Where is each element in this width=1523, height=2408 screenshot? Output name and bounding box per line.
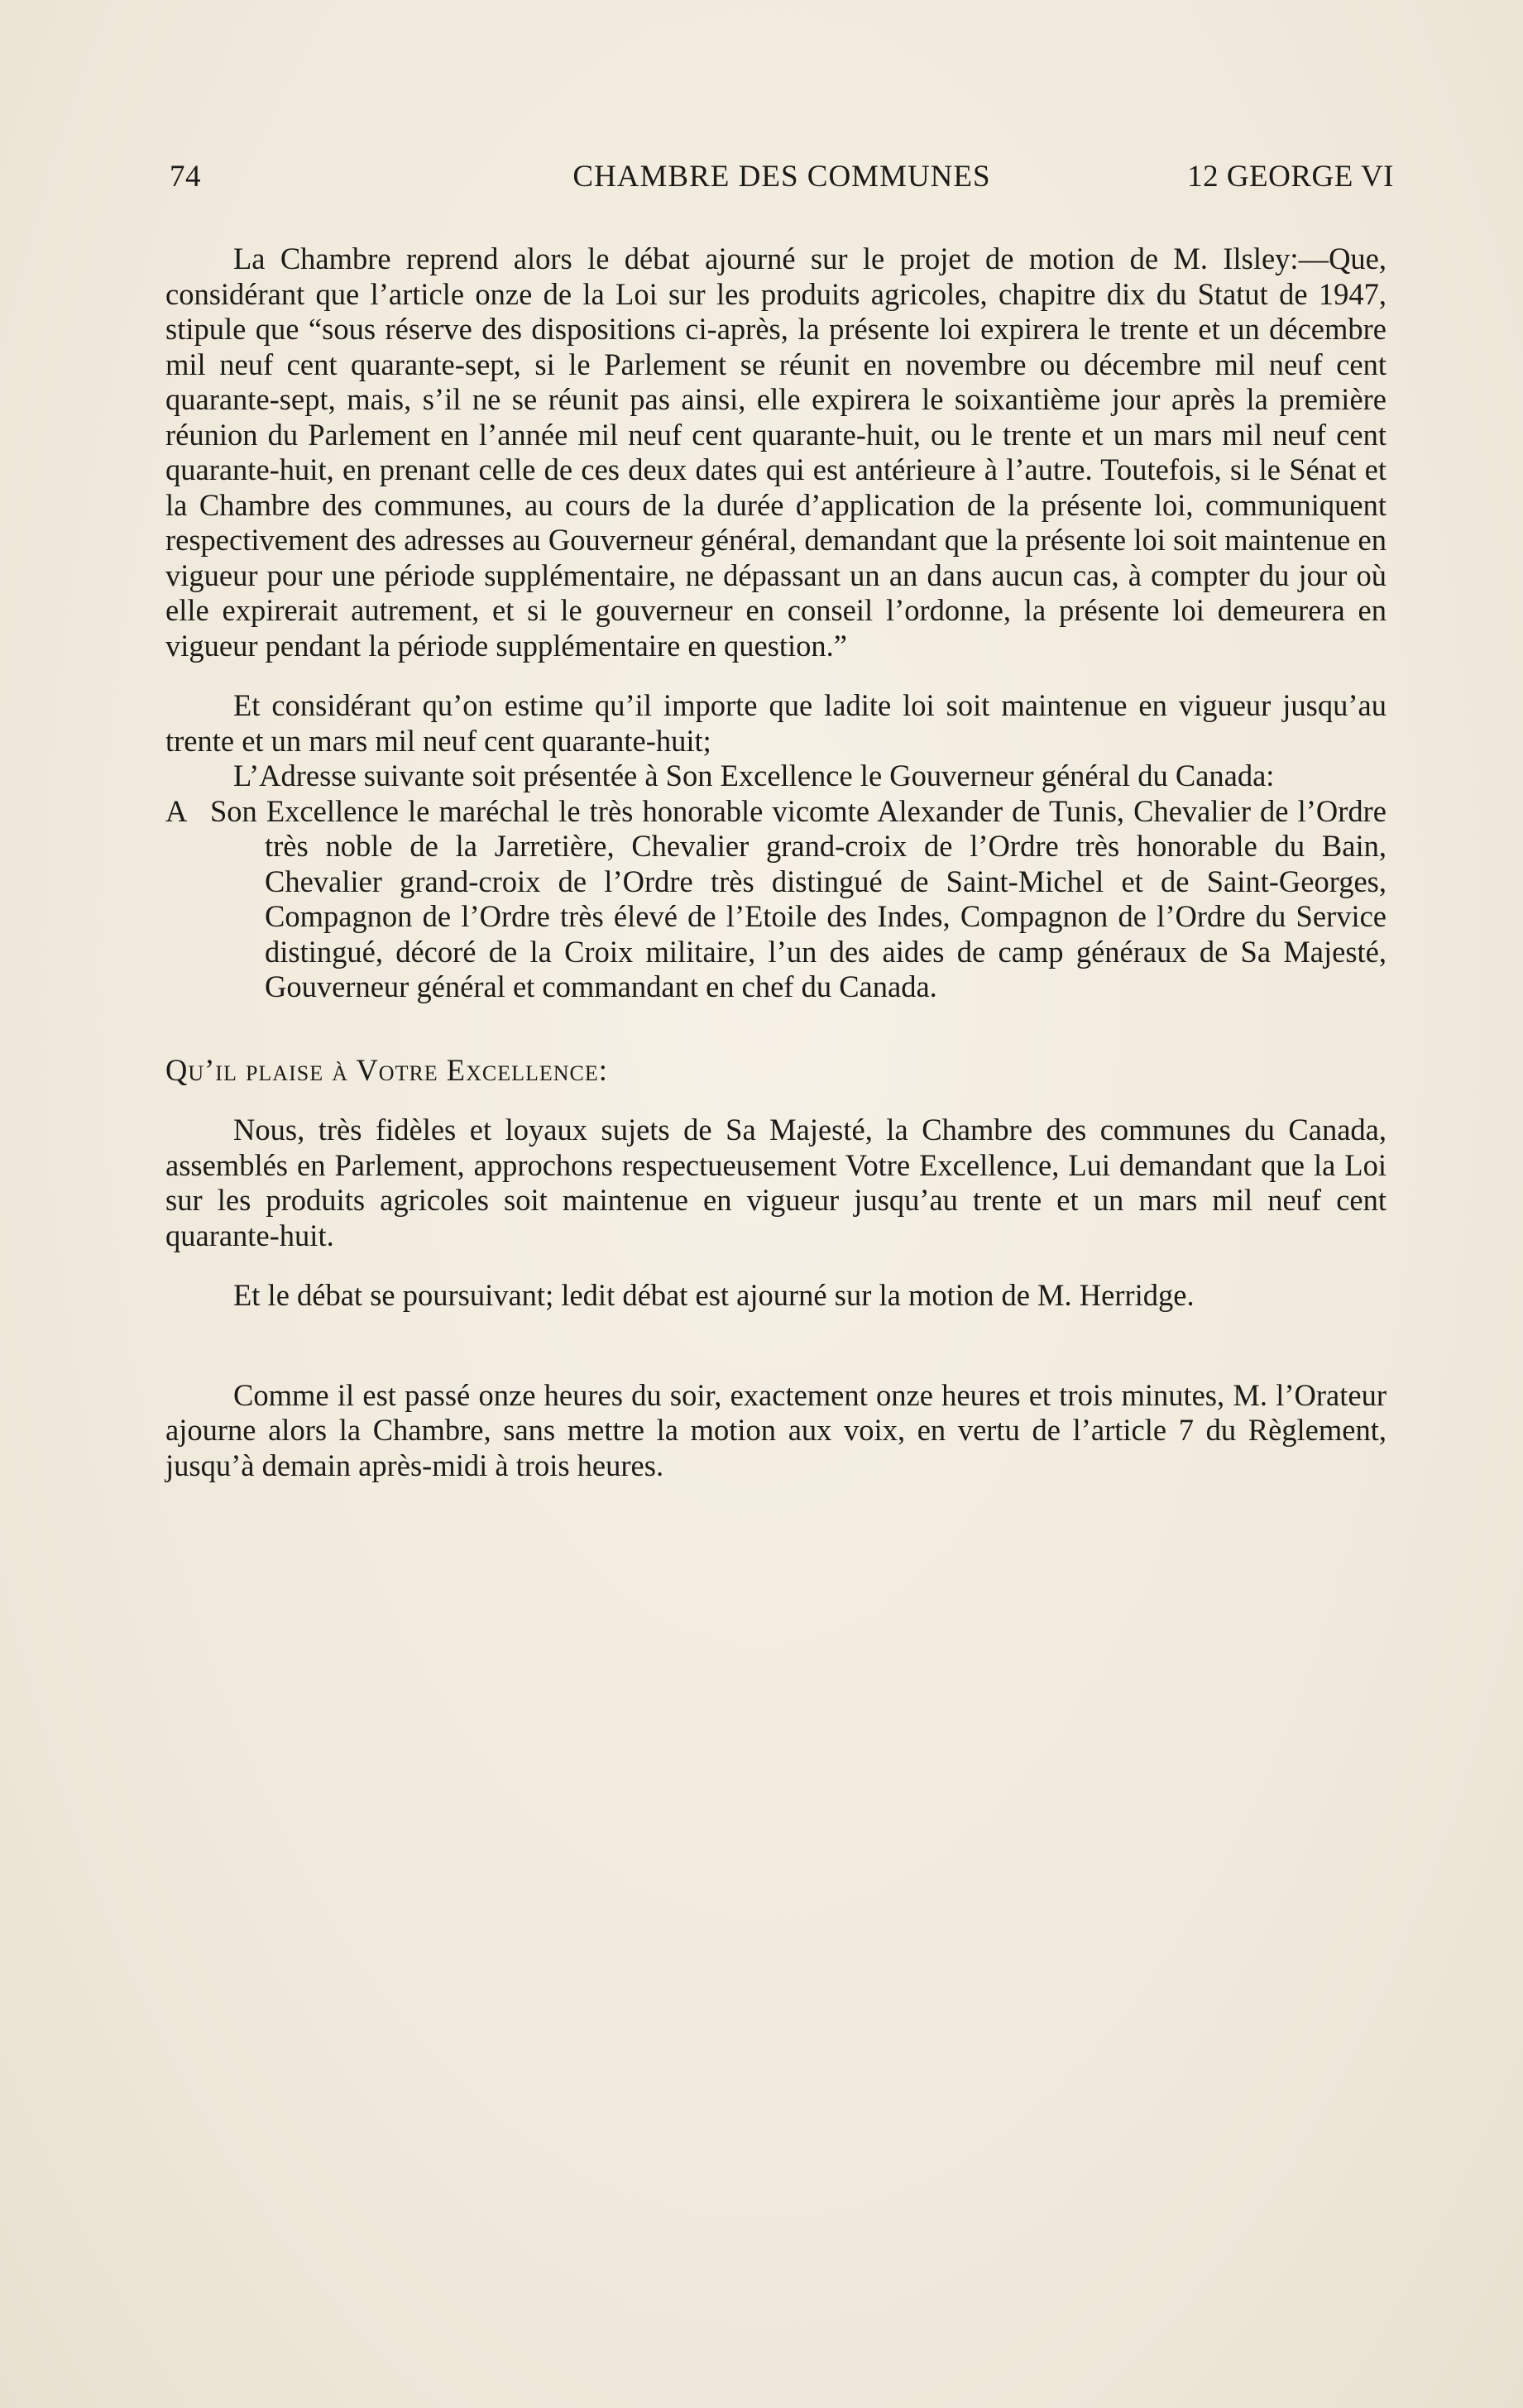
salutation: Qu’il plaise à Votre Excellence:: [165, 1052, 608, 1087]
paragraph-motion: La Chambre reprend alors le débat ajourné sur le projet de motion de M. Ilsley:—Que, considérant que l’article onze de la Loi sur les produits agricoles, chapitre dix du Statut de 1947, stipule que “sous réserve des dispositions ci-après, la présente loi expirera le trente et un décembre mil neuf cent quarante-sept, si le Parlement se réunit en novembre ou décembre mil neuf cent quarante-sept, mais, s’il ne se réunit pas ainsi, elle expirera le soixantième jour après la première réunion du Parlement en l’année mil neuf cent quarante-huit, ou le trente et un mars mil neuf cent quarante-huit, en prenant celle de ces deux dates qui est antérieure à l’autre. Toutefois, si le Sénat et la Chambre des communes, au cours de la durée d’application de la présente loi, communiquent respectivement des adresses au Gouverneur général, demandant que la présente loi soit maintenue en vigueur pour une période supplémentaire, ne dépassant un an dans aucun cas, à compter du jour où elle expirerait autrement, et si le gouverneur en conseil l’ordonne, la présente loi demeurera en vigueur pendant la période supplémentaire en question.”: [165, 242, 1387, 663]
running-title: CHAMBRE DES COMMUNES: [572, 160, 991, 194]
page-number: 74: [170, 160, 201, 194]
address-lead: A: [165, 793, 188, 828]
paragraph-house-adjourned: Comme il est passé onze heures du soir, exactement onze heures et trois minutes, M. l’Orateur ajourne alors la Chambre, sans mettre la motion aux voix, en vertu de l’article 7 du Règlement, jusqu’à demain après-midi à trois heures.: [165, 1377, 1387, 1482]
running-header: [170, 156, 1394, 199]
page-body: [165, 242, 1387, 1483]
paragraph-adresse: L’Adresse suivante soit présentée à Son Excellence le Gouverneur général du Canada:: [233, 759, 1275, 792]
paragraph-debate-adjourned: Et le débat se poursuivant; ledit débat est ajourné sur la motion de M. Herridge.: [233, 1278, 1195, 1312]
paragraph-considerant: Et considérant qu’on estime qu’il importe que ladite loi soit maintenue en vigueur jusqu’au trente et un mars mil neuf cent quarante-huit;: [165, 688, 1387, 758]
paragraph-address-to-governor: [165, 794, 1387, 1005]
session-label: 12 GEORGE VI: [1187, 160, 1394, 194]
address-text: Son Excellence le maréchal le très honorable vicomte Alexander de Tunis, Chevalier de l’Ordre très noble de la Jarretière, Chevalier grand-croix de l’Ordre très honorable du Bain, Chevalier grand-croix de l’Ordre très distingué de Saint-Michel et de Saint-Georges, Compagnon de l’Ordre très élevé de l’Etoile des Indes, Compagnon de l’Ordre du Service distingué, décoré de la Croix militaire, l’un des aides de camp généraux de Sa Majesté, Gouverneur général et commandant en chef du Canada.: [210, 793, 1387, 1003]
paragraph-petition: Nous, très fidèles et loyaux sujets de Sa Majesté, la Chambre des communes du Canada, assemblés en Parlement, approchons respectueusement Votre Excellence, Lui demandant que la Loi sur les produits agricoles soit maintenue en vigueur jusqu’au trente et un mars mil neuf cent quarante-huit.: [165, 1113, 1387, 1252]
